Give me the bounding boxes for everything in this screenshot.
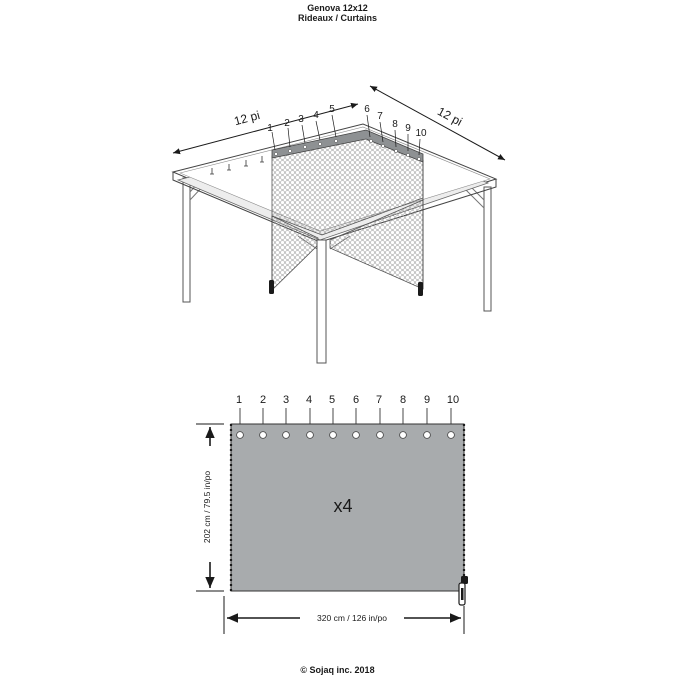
panel-quantity: x4 [333, 496, 353, 516]
panel-width-label: 320 cm / 126 in/po [317, 613, 387, 623]
panel-width-dimension [224, 596, 464, 634]
hook-number: 3 [298, 114, 304, 125]
hook-number: 2 [284, 118, 290, 129]
gazebo-post-front [317, 240, 326, 363]
hook-number: 6 [364, 104, 370, 115]
panel-height-dimension [196, 424, 224, 591]
grommet-number: 9 [423, 394, 431, 406]
gazebo-illustration [173, 86, 505, 363]
hook-number: 8 [392, 119, 398, 130]
hook-number: 9 [405, 123, 411, 134]
curtain-panel-diagram [196, 394, 468, 634]
grommet-number: 1 [235, 394, 243, 406]
grommet-number: 10 [446, 394, 460, 406]
hook-number: 4 [313, 110, 319, 121]
grommet-number: 2 [259, 394, 267, 406]
gazebo-post-right [484, 187, 491, 311]
gazebo-post-left [183, 178, 190, 302]
diagram-subtitle: Rideaux / Curtains [297, 13, 378, 23]
gazebo-dim-right-label: 12 pi [435, 104, 465, 129]
diagram-title: Genova 12x12 [307, 3, 368, 13]
hook-number: 7 [377, 111, 383, 122]
grommet-number: 6 [352, 394, 360, 406]
grommet-number: 7 [375, 394, 383, 406]
hook-number: 10 [415, 128, 427, 139]
grommet-number: 8 [399, 394, 407, 406]
copyright-notice: © Sojaq inc. 2018 [300, 665, 375, 675]
grommet-number: 4 [305, 394, 313, 406]
panel-height-label: 202 cm / 79.5 in/po [202, 470, 212, 544]
grommet-number: 3 [282, 394, 290, 406]
zipper-pull-icon [269, 280, 423, 296]
grommet-number: 5 [328, 394, 336, 406]
hook-number: 1 [267, 123, 273, 134]
hook-number: 5 [329, 104, 335, 115]
gazebo-dim-left-label: 12 pi [232, 108, 262, 129]
